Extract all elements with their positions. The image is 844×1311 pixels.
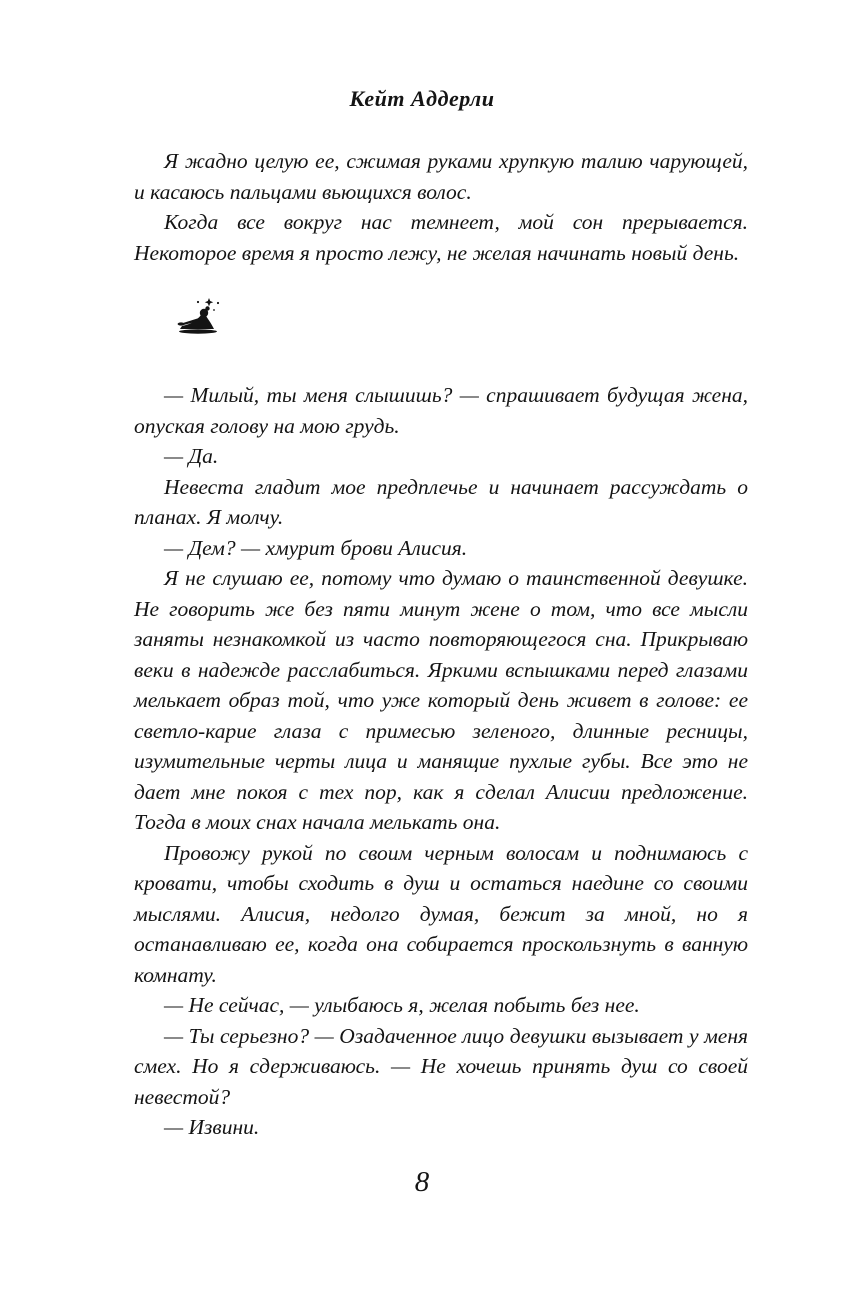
paragraph: [134, 1112, 748, 1143]
page-number: 8: [414, 1166, 430, 1198]
body-text: — Извини.: [164, 1115, 260, 1139]
paragraph: [134, 533, 748, 564]
paragraph: [134, 838, 748, 991]
paragraphs-after-ornament: [134, 380, 748, 1143]
paragraph: [134, 1021, 748, 1113]
fairy-ornament: [168, 296, 748, 346]
paragraph: [134, 563, 748, 838]
paragraph: [134, 380, 748, 441]
body-text: — Милый, ты меня слышишь? — спрашивает будущая жена, опуская голову на мою грудь.: [134, 383, 748, 438]
paragraph: [134, 472, 748, 533]
body-text: — Ты серьезно? — Озадаченное лицо девушки вызывает у меня смех. Но я сдерживаюсь. — Не хочешь принять душ со своей невестой?: [134, 1023, 748, 1109]
emphasized-text: она.: [462, 810, 501, 834]
body-text: Провожу рукой по своим черным волосам и поднимаюсь с кровати, чтобы сходить в душ и остаться наедине со своими мыслями. Алисия, недолго думая, бежит за мной, но я останавливаю ее, когда она собирается проскользнуть в ванную комнату.: [134, 840, 748, 987]
paragraph: [134, 990, 748, 1021]
body-text: — Да.: [164, 444, 219, 468]
paragraph: [134, 146, 748, 207]
body-text: Невеста гладит мое предплечье и начинает рассуждать о планах. Я молчу.: [134, 474, 748, 529]
body-text: — Дем? — хмурит брови Алисия.: [164, 535, 468, 560]
paragraph: [134, 207, 748, 268]
body-text: Я жадно целую ее, сжимая руками хрупкую талию чарующей, и касаюсь пальцами вьющихся волос.: [134, 149, 748, 204]
body-text: — Не сейчас, — улыбаюсь я, желая побыть без нее.: [164, 993, 640, 1017]
author-header: Кейт Аддерли: [349, 86, 495, 111]
text-column: [134, 146, 748, 1143]
body-text: Когда все вокруг нас темнеет, мой сон прерывается. Некоторое время я просто лежу, не желая начинать новый день.: [134, 210, 748, 265]
paragraph: [134, 441, 748, 472]
paragraphs-before-ornament: [134, 146, 748, 268]
fairy-silhouette-icon: [168, 296, 234, 344]
body-text: Я не слушаю ее, потому что думаю о таинственной девушке. Не говорить же без пяти минут жене о том, что все мысли заняты незнакомкой из часто повторяющегося сна. Прикрываю веки в надежде расслабиться. Яркими вспышками перед глазами мелькает образ той, что уже который день живет в голове: ее светло-карие глаза с примесью зеленого, длинные ресницы, изумительные черты лица и манящие пухлые губы. Все это не дает мне покоя с тех пор, как я сделал Алисии предложение. Тогда в моих снах начала мелькать: [134, 566, 748, 834]
